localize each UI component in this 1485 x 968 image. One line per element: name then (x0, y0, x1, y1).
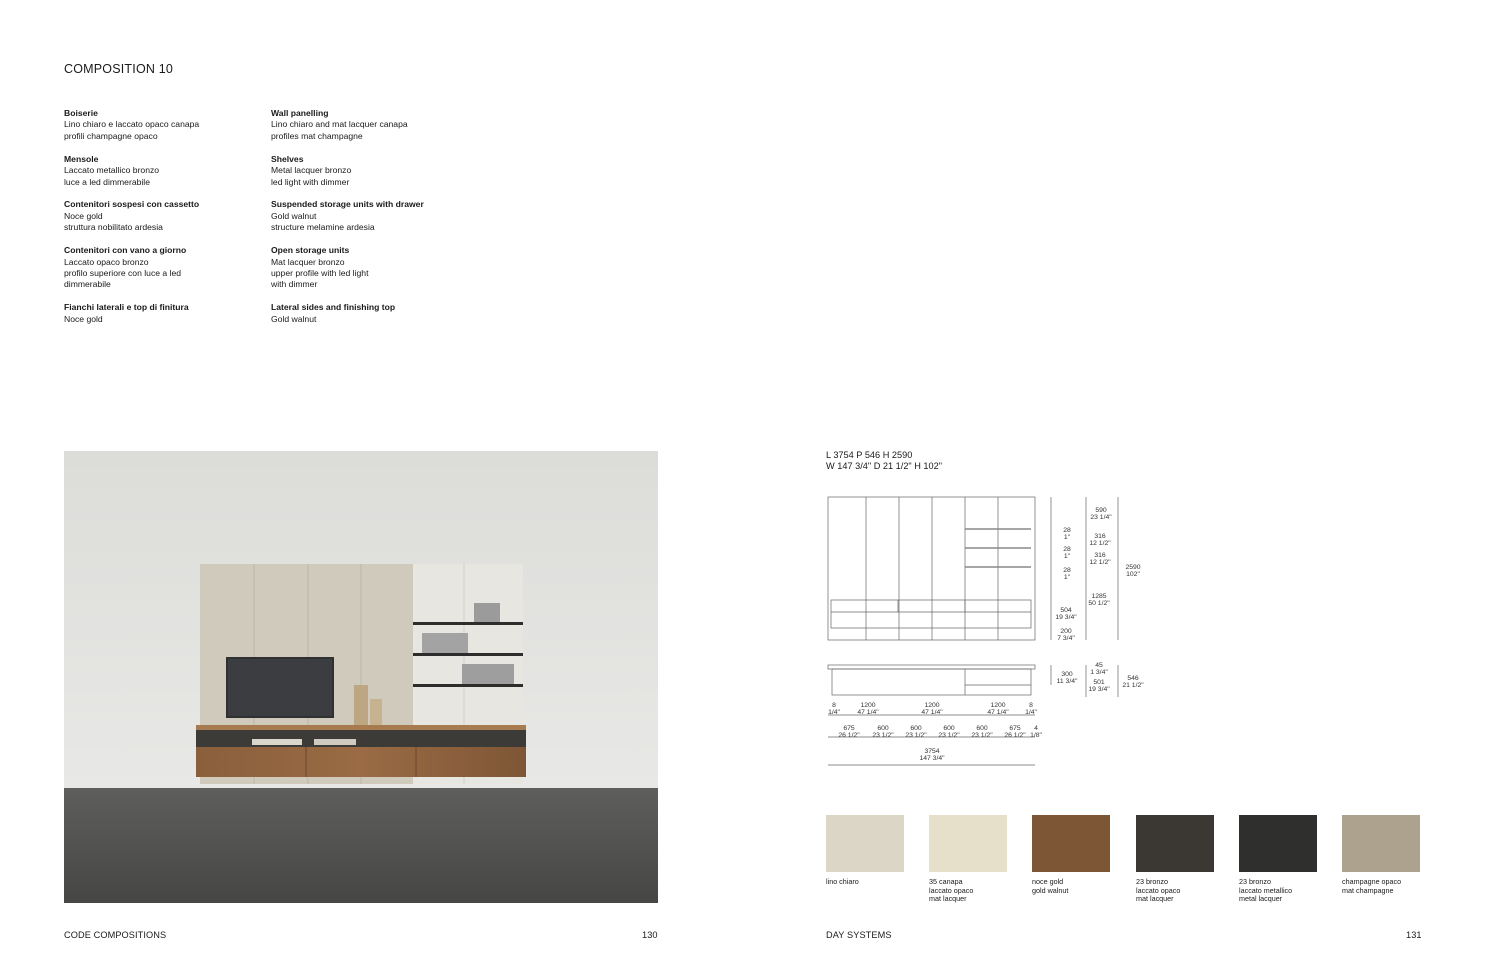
dim-label: 1/4" (828, 709, 840, 716)
swatch-lino-chiaro (826, 815, 904, 872)
dim-label: 19 3/4" (1055, 614, 1077, 621)
spec-heading: Fianchi laterali e top di finitura (64, 302, 189, 313)
swatch-label-line: 35 canapa (929, 877, 963, 886)
spec-line: Lino chiaro e laccato opaco canapa (64, 119, 200, 130)
product-photo (64, 451, 658, 903)
overall-dimensions (826, 450, 942, 473)
spec-item (64, 154, 264, 188)
dim-label: 26 1/2" (838, 732, 860, 739)
dim-label: 28 (1063, 567, 1071, 574)
dim-label: 675 (1009, 725, 1021, 732)
dim-label: 1/4" (1025, 709, 1037, 716)
dim-label: 590 (1095, 507, 1107, 514)
dim-label: 47 1/4" (987, 709, 1009, 716)
swatch-label-line: mat lacquer (929, 894, 967, 904)
spec-heading: Contenitori con vano a giorno (64, 245, 187, 256)
dim-label: 1 3/4" (1090, 669, 1108, 676)
swatch-label (826, 878, 916, 887)
dim-label: 1" (1063, 574, 1071, 581)
spec-line: struttura nobilitato ardesia (64, 222, 163, 233)
swatch-label (1239, 878, 1329, 904)
spec-heading: Boiserie (64, 108, 98, 118)
swatch-label-line: mat champagne (1342, 885, 1394, 895)
dim-label: 600 (976, 725, 988, 732)
spec-item (64, 302, 264, 325)
dim-label: 147 3/4" (919, 755, 945, 762)
dim-label: 23 1/4" (1090, 514, 1112, 521)
dim-label: 8 (1029, 702, 1033, 709)
spec-line: Gold walnut (271, 313, 317, 324)
dim-label: 23 1/2" (872, 732, 894, 739)
swatch-label-line: lino chiaro (826, 877, 859, 886)
swatch-label-line: 23 bronzo (1239, 877, 1271, 886)
swatch-label-line: mat lacquer (1136, 894, 1174, 904)
spec-line: Noce gold (64, 210, 103, 221)
dim-label: 1/8" (1030, 732, 1042, 739)
spec-line: with dimmer (271, 279, 318, 290)
dim-label: 1200 (860, 702, 876, 709)
dim-label: 300 (1061, 671, 1073, 678)
dim-label: 50 1/2" (1088, 600, 1110, 607)
swatch-label (1032, 878, 1122, 895)
dim-label: 7 3/4" (1057, 635, 1075, 642)
spec-item (271, 154, 471, 188)
swatch-noce-gold (1032, 815, 1110, 872)
spec-heading: Shelves (271, 153, 304, 164)
spec-line: profilo superiore con luce a led (64, 267, 182, 278)
specs-english (271, 108, 471, 337)
footer-section-right: DAY SYSTEMS (826, 930, 892, 940)
spec-line: structure melamine ardesia (271, 222, 375, 233)
spec-line: Gold walnut (271, 210, 317, 221)
swatch-champagne (1342, 815, 1420, 872)
spec-heading: Lateral sides and finishing top (271, 302, 396, 313)
swatch-canapa (929, 815, 1007, 872)
dim-label: 47 1/4" (857, 709, 879, 716)
dim-label: 21 1/2" (1122, 682, 1144, 689)
swatch-label (1342, 878, 1432, 895)
technical-drawing (822, 490, 1152, 775)
spec-item (64, 108, 264, 142)
dim-label: 316 (1094, 552, 1106, 559)
dim-label: 47 1/4" (921, 709, 943, 716)
dim-label: 12 1/2" (1089, 559, 1111, 566)
page-title: COMPOSITION 10 (64, 62, 174, 76)
spec-line: profiles mat champagne (271, 130, 363, 141)
dim-label: 23 1/2" (938, 732, 960, 739)
swatch-label-line: noce gold (1032, 877, 1064, 886)
swatch-label-line: champagne opaco (1342, 877, 1402, 886)
spec-heading: Open storage units (271, 245, 350, 256)
dim-label: 1" (1063, 534, 1071, 541)
dim-label: 4 (1034, 725, 1038, 732)
dim-label: 501 (1093, 679, 1105, 686)
spec-heading: Contenitori sospesi con cassetto (64, 199, 200, 210)
swatch-label-line: 23 bronzo (1136, 877, 1168, 886)
swatch-label-line: metal lacquer (1239, 894, 1283, 904)
dim-label: 23 1/2" (971, 732, 993, 739)
dim-label: 504 (1060, 607, 1072, 614)
dim-label: 3754 (924, 748, 940, 755)
dim-label: 26 1/2" (1004, 732, 1026, 739)
dim-label: 8 (832, 702, 836, 709)
dim-label: 102" (1126, 571, 1140, 578)
swatch-label-line: laccato opaco (929, 885, 974, 895)
spec-item (64, 199, 264, 233)
spec-line: Lino chiaro and mat lacquer canapa (271, 119, 408, 130)
swatch-label-line: laccato opaco (1136, 885, 1181, 895)
dimensions-imperial: W 147 3/4" D 21 1/2" H 102" (826, 461, 943, 472)
spec-line: profili champagne opaco (64, 130, 158, 141)
page-number-left: 130 (642, 930, 658, 940)
dim-label: 11 3/4" (1056, 678, 1078, 685)
spec-item (271, 108, 471, 142)
dim-label: 12 1/2" (1089, 540, 1111, 547)
living-room-illustration (64, 451, 658, 903)
spec-line: Metal lacquer bronzo (271, 165, 352, 176)
spec-heading: Suspended storage units with drawer (271, 199, 424, 210)
dim-label: 200 (1060, 628, 1072, 635)
page-number-right: 131 (1406, 930, 1422, 940)
spec-line: Laccato opaco bronzo (64, 256, 149, 267)
spec-line: led light with dimmer (271, 176, 350, 187)
spec-line: Laccato metallico bronzo (64, 165, 160, 176)
dim-label: 28 (1063, 527, 1071, 534)
dim-label: 19 3/4" (1088, 686, 1110, 693)
dim-label: 1200 (990, 702, 1006, 709)
spec-item (271, 245, 471, 291)
spec-heading: Wall panelling (271, 108, 329, 118)
spec-item (271, 199, 471, 233)
dim-label: 28 (1063, 546, 1071, 553)
dim-label: 1200 (924, 702, 940, 709)
spec-heading: Mensole (64, 153, 99, 164)
spec-line: Noce gold (64, 313, 103, 324)
swatch-label-line: laccato metallico (1239, 885, 1293, 895)
spec-item (64, 245, 264, 291)
specs-italian (64, 108, 264, 337)
spec-line: luce a led dimmerabile (64, 176, 150, 187)
spec-line: upper profile with led light (271, 267, 369, 278)
dim-label: 600 (910, 725, 922, 732)
dim-label: 546 (1127, 675, 1139, 682)
swatch-label (929, 878, 1019, 904)
dim-label: 600 (943, 725, 955, 732)
dim-label: 45 (1095, 662, 1103, 669)
swatch-label (1136, 878, 1226, 904)
swatch-label-line: gold walnut (1032, 885, 1069, 895)
dim-label: 675 (843, 725, 855, 732)
swatch-bronzo-opaco (1136, 815, 1214, 872)
dimensions-metric: L 3754 P 546 H 2590 (826, 450, 913, 460)
dim-label: 2590 (1125, 564, 1141, 571)
dim-label: 316 (1094, 533, 1106, 540)
footer-section-left: CODE COMPOSITIONS (64, 930, 167, 940)
dim-label: 23 1/2" (905, 732, 927, 739)
spec-line: dimmerabile (64, 279, 111, 290)
dim-label: 600 (877, 725, 889, 732)
spec-line: Mat lacquer bronzo (271, 256, 345, 267)
dim-label: 1285 (1091, 593, 1107, 600)
dim-label: 1" (1063, 553, 1071, 560)
swatch-bronzo-metallico (1239, 815, 1317, 872)
elevation-plan-svg (822, 490, 1152, 775)
spec-item (271, 302, 471, 325)
